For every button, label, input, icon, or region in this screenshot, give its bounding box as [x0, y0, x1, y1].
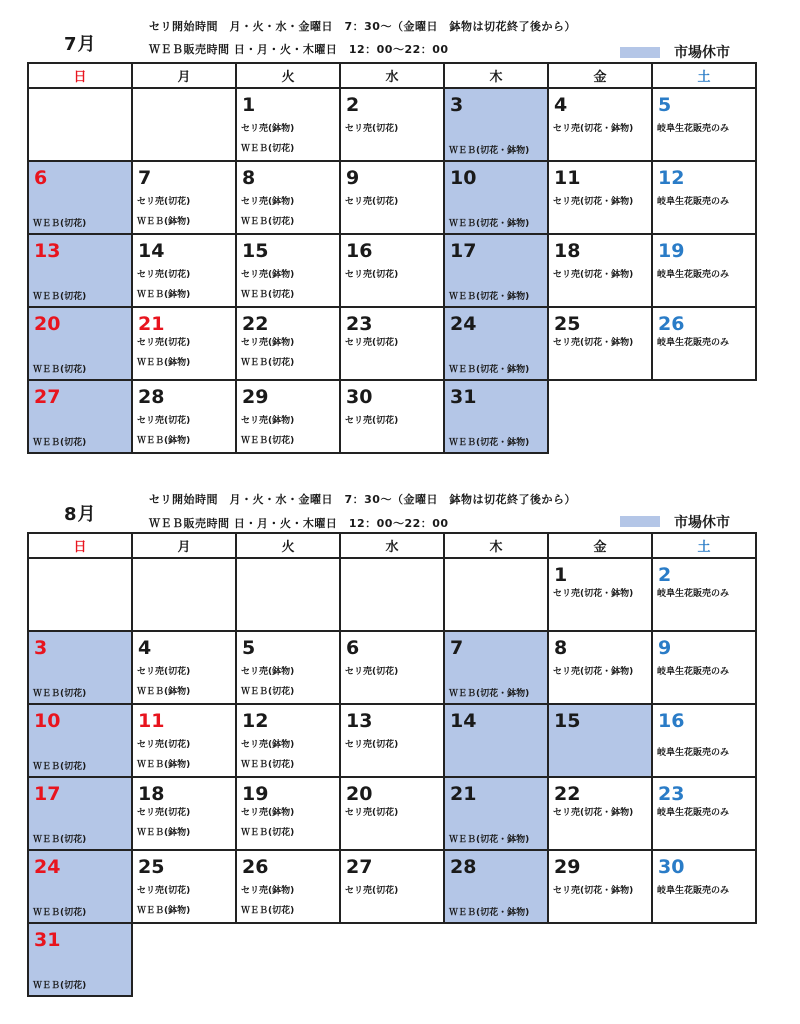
week-row [28, 704, 756, 777]
auction-hours-note: セリ開始時間 月・火・水・金曜日 7：30～（金曜日 鉢物は切花終了後から） [149, 20, 576, 33]
auction-info: セリ売(切花・鉢物) [553, 124, 634, 134]
day-cell [236, 380, 340, 453]
web-info: ＷＥＢ(切花・鉢物) [449, 689, 530, 699]
empty-day-cell [444, 558, 548, 631]
day-cell [132, 704, 236, 777]
weekday-header: 金 [548, 533, 652, 558]
day-cell [548, 777, 652, 850]
day-number: 13 [346, 710, 373, 732]
day-number: 12 [242, 710, 269, 732]
day-number: 8 [242, 167, 256, 189]
day-cell [28, 923, 132, 996]
legend-label: 市場休市 [674, 45, 730, 61]
web-info: ＷＥＢ(鉢物) [137, 760, 191, 770]
day-number: 15 [242, 240, 269, 262]
empty-day-cell [340, 558, 444, 631]
empty-day-cell [444, 923, 548, 996]
day-cell [548, 631, 652, 704]
web-info: ＷＥＢ(切花) [241, 828, 295, 838]
day-cell [236, 631, 340, 704]
web-info: ＷＥＢ(切花・鉢物) [449, 908, 530, 918]
day-cell [28, 704, 132, 777]
auction-info: セリ売(鉢物) [241, 740, 295, 750]
empty-day-cell [652, 380, 756, 453]
day-cell [28, 777, 132, 850]
auction-info: セリ売(切花) [345, 416, 399, 426]
day-cell [444, 380, 548, 453]
week-row [28, 777, 756, 850]
day-cell [444, 704, 548, 777]
week-row [28, 923, 756, 996]
day-cell [652, 850, 756, 923]
empty-day-cell [28, 88, 132, 161]
day-number: 17 [34, 783, 61, 805]
day-number: 22 [242, 313, 269, 335]
day-cell [548, 88, 652, 161]
web-info: ＷＥＢ(切花) [33, 835, 87, 845]
weekday-header: 月 [132, 63, 236, 88]
day-number: 12 [658, 167, 685, 189]
day-number: 23 [346, 313, 373, 335]
weekday-header: 月 [132, 533, 236, 558]
day-number: 28 [138, 386, 165, 408]
day-number: 30 [658, 856, 685, 878]
day-number: 2 [658, 564, 672, 586]
web-info: ＷＥＢ(鉢物) [137, 290, 191, 300]
day-cell [652, 88, 756, 161]
week-row [28, 161, 756, 234]
day-number: 27 [346, 856, 373, 878]
weekday-header: 金 [548, 63, 652, 88]
auction-info: セリ売(鉢物) [241, 338, 295, 348]
auction-info: セリ売(切花) [137, 416, 191, 426]
web-info: ＷＥＢ(切花・鉢物) [449, 365, 530, 375]
auction-info: セリ売(切花) [345, 808, 399, 818]
auction-info: セリ売(切花・鉢物) [553, 808, 634, 818]
day-number: 4 [554, 94, 568, 116]
day-number: 6 [346, 637, 360, 659]
week-row [28, 88, 756, 161]
day-cell [28, 161, 132, 234]
day-cell [444, 850, 548, 923]
week-row [28, 631, 756, 704]
web-info: ＷＥＢ(切花) [33, 365, 87, 375]
day-number: 1 [554, 564, 568, 586]
day-cell [340, 777, 444, 850]
day-number: 24 [450, 313, 477, 335]
day-cell [236, 88, 340, 161]
day-number: 10 [34, 710, 61, 732]
day-cell [340, 380, 444, 453]
weekday-header: 火 [236, 63, 340, 88]
day-number: 5 [242, 637, 256, 659]
day-number: 13 [34, 240, 61, 262]
day-cell [28, 380, 132, 453]
week-row [28, 850, 756, 923]
day-cell [652, 777, 756, 850]
day-number: 7 [450, 637, 464, 659]
day-number: 15 [554, 710, 581, 732]
day-cell [548, 558, 652, 631]
day-number: 17 [450, 240, 477, 262]
weekday-header: 土 [652, 533, 756, 558]
auction-info: セリ売(切花) [345, 667, 399, 677]
day-cell [236, 850, 340, 923]
day-cell [340, 161, 444, 234]
day-number: 20 [346, 783, 373, 805]
empty-day-cell [132, 88, 236, 161]
empty-day-cell [236, 923, 340, 996]
empty-day-cell [132, 923, 236, 996]
empty-day-cell [548, 380, 652, 453]
auction-info: セリ売(切花) [345, 740, 399, 750]
web-info: ＷＥＢ(切花) [33, 762, 87, 772]
day-number: 25 [554, 313, 581, 335]
saturday-note: 岐阜生花販売のみ [657, 748, 730, 758]
web-info: ＷＥＢ(切花) [241, 436, 295, 446]
day-cell [132, 307, 236, 380]
day-cell [548, 234, 652, 307]
empty-day-cell [652, 923, 756, 996]
month-title: 8月 [64, 504, 97, 525]
day-cell [444, 631, 548, 704]
auction-info: セリ売(鉢物) [241, 416, 295, 426]
auction-info: セリ売(切花・鉢物) [553, 338, 634, 348]
day-cell [28, 307, 132, 380]
web-info: ＷＥＢ(鉢物) [137, 906, 191, 916]
day-cell [444, 777, 548, 850]
day-number: 3 [34, 637, 48, 659]
web-info: ＷＥＢ(切花) [33, 292, 87, 302]
web-info: ＷＥＢ(切花・鉢物) [449, 292, 530, 302]
empty-day-cell [28, 558, 132, 631]
day-cell [132, 161, 236, 234]
auction-info: セリ売(切花) [137, 338, 191, 348]
auction-info: セリ売(切花・鉢物) [553, 197, 634, 207]
week-row [28, 307, 756, 380]
month-title: 7月 [64, 34, 97, 55]
day-cell [444, 161, 548, 234]
auction-info: セリ売(切花) [137, 197, 191, 207]
day-number: 14 [138, 240, 165, 262]
day-number: 7 [138, 167, 152, 189]
web-info: ＷＥＢ(切花) [33, 981, 87, 991]
auction-info: セリ売(切花) [137, 886, 191, 896]
weekday-header: 水 [340, 533, 444, 558]
web-info: ＷＥＢ(切花) [33, 689, 87, 699]
empty-day-cell [132, 558, 236, 631]
web-info: ＷＥＢ(切花) [241, 760, 295, 770]
day-cell [132, 777, 236, 850]
day-cell [652, 704, 756, 777]
web-info: ＷＥＢ(切花) [241, 906, 295, 916]
web-info: ＷＥＢ(切花) [33, 219, 87, 229]
day-cell [132, 234, 236, 307]
day-number: 9 [346, 167, 360, 189]
saturday-note: 岐阜生花販売のみ [657, 270, 730, 280]
auction-info: セリ売(切花・鉢物) [553, 667, 634, 677]
weekday-header: 水 [340, 63, 444, 88]
web-info: ＷＥＢ(鉢物) [137, 358, 191, 368]
weekday-header: 火 [236, 533, 340, 558]
day-cell [548, 850, 652, 923]
web-info: ＷＥＢ(切花) [241, 144, 295, 154]
day-cell [340, 307, 444, 380]
day-number: 20 [34, 313, 61, 335]
weekday-header: 土 [652, 63, 756, 88]
day-number: 2 [346, 94, 360, 116]
day-cell [340, 631, 444, 704]
web-info: ＷＥＢ(切花・鉢物) [449, 835, 530, 845]
day-number: 21 [450, 783, 477, 805]
day-cell [340, 234, 444, 307]
weekday-header: 木 [444, 63, 548, 88]
auction-info: セリ売(切花) [345, 270, 399, 280]
auction-info: セリ売(切花) [137, 270, 191, 280]
auction-info: セリ売(鉢物) [241, 667, 295, 677]
auction-info: セリ売(鉢物) [241, 270, 295, 280]
weekday-header: 日 [28, 63, 132, 88]
day-cell [28, 631, 132, 704]
day-number: 10 [450, 167, 477, 189]
saturday-note: 岐阜生花販売のみ [657, 124, 730, 134]
auction-info: セリ売(切花) [345, 124, 399, 134]
calendar-grid-july [27, 62, 757, 454]
day-number: 18 [554, 240, 581, 262]
day-cell [652, 631, 756, 704]
day-number: 9 [658, 637, 672, 659]
saturday-note: 岐阜生花販売のみ [657, 589, 730, 599]
day-cell [28, 234, 132, 307]
web-info: ＷＥＢ(切花・鉢物) [449, 146, 530, 156]
day-cell [340, 850, 444, 923]
auction-info: セリ売(鉢物) [241, 886, 295, 896]
auction-info: セリ売(切花) [345, 197, 399, 207]
day-number: 18 [138, 783, 165, 805]
day-cell [28, 850, 132, 923]
saturday-note: 岐阜生花販売のみ [657, 667, 730, 677]
day-cell [236, 161, 340, 234]
empty-day-cell [548, 923, 652, 996]
auction-info: セリ売(切花) [345, 886, 399, 896]
day-number: 21 [138, 313, 165, 335]
day-number: 30 [346, 386, 373, 408]
day-number: 23 [658, 783, 685, 805]
day-cell [548, 161, 652, 234]
auction-info: セリ売(鉢物) [241, 197, 295, 207]
web-info: ＷＥＢ(切花) [241, 217, 295, 227]
auction-info: セリ売(切花・鉢物) [553, 589, 634, 599]
web-info: ＷＥＢ(切花・鉢物) [449, 438, 530, 448]
web-info: ＷＥＢ(切花) [33, 438, 87, 448]
web-info: ＷＥＢ(鉢物) [137, 687, 191, 697]
web-info: ＷＥＢ(切花) [241, 290, 295, 300]
auction-info: セリ売(鉢物) [241, 124, 295, 134]
day-cell [132, 631, 236, 704]
saturday-note: 岐阜生花販売のみ [657, 197, 730, 207]
day-number: 3 [450, 94, 464, 116]
day-number: 24 [34, 856, 61, 878]
auction-info: セリ売(切花) [137, 808, 191, 818]
day-number: 14 [450, 710, 477, 732]
day-cell [132, 850, 236, 923]
web-info: ＷＥＢ(切花) [241, 358, 295, 368]
legend-swatch [620, 47, 660, 58]
day-cell [444, 88, 548, 161]
day-number: 26 [658, 313, 685, 335]
saturday-note: 岐阜生花販売のみ [657, 808, 730, 818]
web-hours-note: ＷＥＢ販売時間 日・月・火・木曜日 12：00～22：00 [149, 43, 449, 56]
day-cell [236, 704, 340, 777]
day-number: 29 [242, 386, 269, 408]
auction-info: セリ売(切花・鉢物) [553, 886, 634, 896]
saturday-note: 岐阜生花販売のみ [657, 338, 730, 348]
day-cell [340, 88, 444, 161]
day-cell [652, 234, 756, 307]
legend-label: 市場休市 [674, 515, 730, 531]
web-info: ＷＥＢ(鉢物) [137, 828, 191, 838]
legend-swatch [620, 516, 660, 527]
week-row [28, 380, 756, 453]
day-number: 19 [658, 240, 685, 262]
web-info: ＷＥＢ(鉢物) [137, 436, 191, 446]
day-cell [340, 704, 444, 777]
auction-hours-note: セリ開始時間 月・火・水・金曜日 7：30～（金曜日 鉢物は切花終了後から） [149, 493, 576, 506]
day-number: 31 [450, 386, 477, 408]
auction-info: セリ売(切花) [137, 667, 191, 677]
day-number: 29 [554, 856, 581, 878]
auction-info: セリ売(切花) [345, 338, 399, 348]
web-info: ＷＥＢ(切花) [241, 687, 295, 697]
day-cell [652, 161, 756, 234]
day-number: 1 [242, 94, 256, 116]
empty-day-cell [340, 923, 444, 996]
saturday-note: 岐阜生花販売のみ [657, 886, 730, 896]
day-cell [132, 380, 236, 453]
auction-info: セリ売(切花・鉢物) [553, 270, 634, 280]
day-number: 16 [658, 710, 685, 732]
empty-day-cell [236, 558, 340, 631]
day-number: 25 [138, 856, 165, 878]
auction-info: セリ売(切花) [137, 740, 191, 750]
week-row [28, 234, 756, 307]
day-number: 11 [138, 710, 165, 732]
day-number: 4 [138, 637, 152, 659]
day-number: 16 [346, 240, 373, 262]
day-cell [652, 558, 756, 631]
web-info: ＷＥＢ(切花・鉢物) [449, 219, 530, 229]
day-cell [652, 307, 756, 380]
day-number: 6 [34, 167, 48, 189]
day-cell [444, 234, 548, 307]
day-number: 19 [242, 783, 269, 805]
day-number: 27 [34, 386, 61, 408]
web-hours-note: ＷＥＢ販売時間 日・月・火・木曜日 12：00～22：00 [149, 517, 449, 530]
day-number: 22 [554, 783, 581, 805]
day-cell [444, 307, 548, 380]
day-number: 26 [242, 856, 269, 878]
calendar-grid-august [27, 532, 757, 997]
day-cell [548, 307, 652, 380]
web-info: ＷＥＢ(鉢物) [137, 217, 191, 227]
day-number: 5 [658, 94, 672, 116]
day-number: 8 [554, 637, 568, 659]
day-cell [236, 777, 340, 850]
day-cell [548, 704, 652, 777]
day-number: 28 [450, 856, 477, 878]
day-number: 11 [554, 167, 581, 189]
day-cell [236, 307, 340, 380]
auction-info: セリ売(鉢物) [241, 808, 295, 818]
web-info: ＷＥＢ(切花) [33, 908, 87, 918]
day-cell [236, 234, 340, 307]
week-row [28, 558, 756, 631]
day-number: 31 [34, 929, 61, 951]
weekday-header: 木 [444, 533, 548, 558]
weekday-header: 日 [28, 533, 132, 558]
